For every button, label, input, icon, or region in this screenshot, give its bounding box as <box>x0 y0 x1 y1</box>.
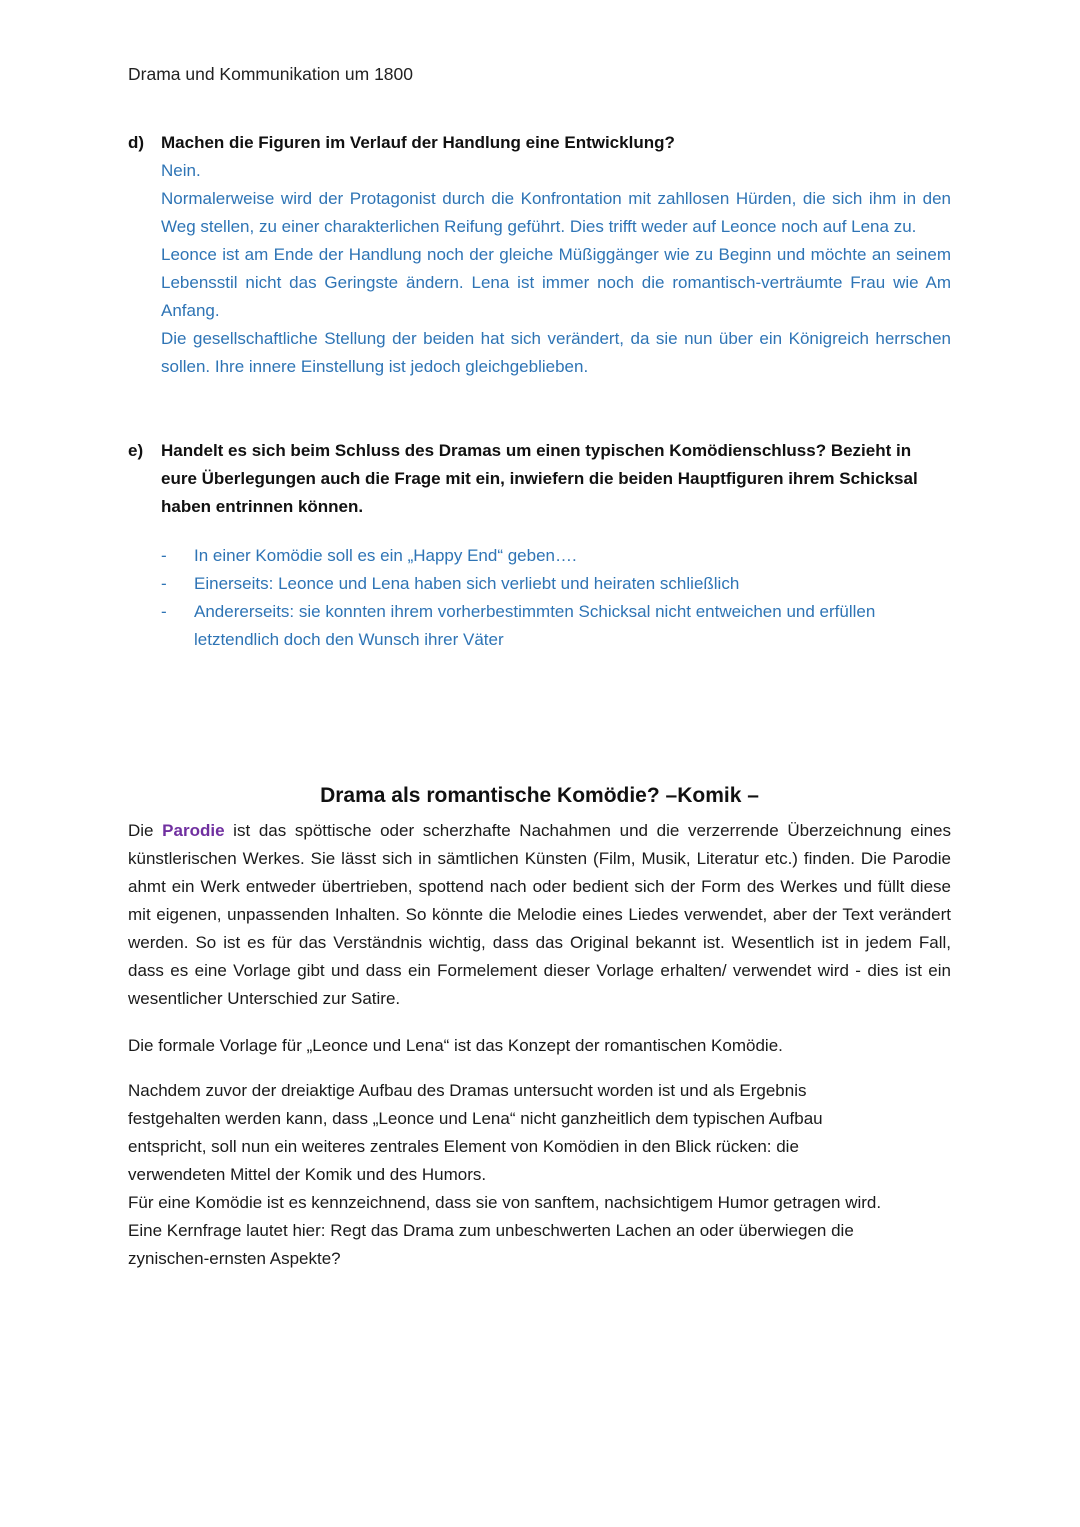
nachdem-line: verwendeten Mittel der Komik und des Humors. <box>128 1165 487 1184</box>
question-d-section <box>128 129 951 381</box>
answer-d-paragraph: Normalerweise wird der Protagonist durch die Konfrontation mit zahllosen Hürden, die sich ihm in den Weg stellen, zu einer charakterlichen Reifung geführt. Dies trifft weder auf Leonce noch auf Lena zu. <box>161 189 951 236</box>
vorlage-paragraph <box>128 1032 951 1060</box>
list-item-text: Einerseits: Leonce und Lena haben sich verliebt und heiraten schließlich <box>194 574 740 593</box>
nachdem-line: Eine Kernfrage lautet hier: Regt das Drama zum unbeschwerten Lachen an oder überwiegen die <box>128 1221 854 1240</box>
parodie-paragraph <box>128 817 951 1013</box>
bullet-dash: - <box>161 574 167 593</box>
parodie-text <box>128 817 951 1013</box>
parodie-prefix: Die <box>128 821 163 840</box>
answer-d <box>161 157 951 381</box>
answer-d-line: Nein. <box>161 161 201 180</box>
list-item <box>161 570 951 598</box>
question-e-text: Handelt es sich beim Schluss des Dramas um einen typischen Komödienschluss? Bezieht in eure Überlegungen auch die Frage mit ein, inwiefern die beiden Hauptfiguren ihrem Schicksal haben entrinnen können. <box>161 441 918 516</box>
section-heading: Drama als romantische Komödie? –Komik – <box>320 784 759 807</box>
bullet-dash: - <box>161 602 167 621</box>
answer-e-list <box>161 542 951 654</box>
question-d-text: Machen die Figuren im Verlauf der Handlung eine Entwicklung? <box>161 133 675 152</box>
list-item-text: In einer Komödie soll es ein „Happy End“ geben…. <box>194 546 577 565</box>
nachdem-line: festgehalten werden kann, dass „Leonce und Lena“ nicht ganzheitlich dem typischen Aufbau <box>128 1109 823 1128</box>
question-e-label: e) <box>128 441 144 460</box>
nachdem-line: zynischen-ernsten Aspekte? <box>128 1249 341 1268</box>
nachdem-line: Für eine Komödie ist es kennzeichnend, dass sie von sanftem, nachsichtigem Humor getragen wird. <box>128 1193 882 1212</box>
question-d <box>128 129 951 157</box>
list-item <box>161 542 951 570</box>
question-e-section <box>128 437 951 654</box>
nachdem-line: entspricht, soll nun ein weiteres zentrales Element von Komödien in den Blick rücken: die <box>128 1137 799 1156</box>
nachdem-paragraph <box>128 1077 951 1273</box>
answer-d-paragraph: Die gesellschaftliche Stellung der beiden hat sich verändert, da sie nun über ein Königreich herrschen sollen. Ihre innere Einstellung ist jedoch gleichgeblieben. <box>161 329 951 376</box>
nachdem-line: Nachdem zuvor der dreiaktige Aufbau des Dramas untersucht worden ist und als Ergebnis <box>128 1081 807 1100</box>
parodie-rest: ist das spöttische oder scherzhafte Nachahmen und die verzerrende Überzeichnung eines künstlerischen Werkes. Sie lässt sich in sämtlichen Künsten (Film, Musik, Literatur etc.) finden. Die Parodie ahmt ein Werk entweder übertrieben, spottend nach oder bedient sich der Form des Werkes und füllt diese mit eigenen, unpassenden Inhalten. So könnte die Melodie eines Liedes verwendet, aber der Text verändert werden. So ist es für das Verständnis wichtig, dass das Original bekannt ist. Wesentlich ist in jedem Fall, dass es eine Vorlage gibt und dass ein Formelement dieser Vorlage erhalten/ verwendet wird - dies ist ein wesentlicher Unterschied zur Satire. <box>128 821 952 1008</box>
question-e <box>128 437 951 521</box>
page-header: Drama und Kommunikation um 1800 <box>128 64 414 84</box>
list-item <box>161 598 951 654</box>
parodie-term: Parodie <box>162 821 225 840</box>
answer-d-paragraph: Leonce ist am Ende der Handlung noch der gleiche Müßiggänger wie zu Beginn und möchte an seinem Lebensstil nicht das Geringste ändern. Lena ist immer noch die romantisch-verträumte Frau wie Am Anfang. <box>161 245 951 320</box>
bullet-dash: - <box>161 546 167 565</box>
question-d-label: d) <box>128 133 145 152</box>
vorlage-text: Die formale Vorlage für „Leonce und Lena“ ist das Konzept der romantischen Komödie. <box>128 1036 783 1055</box>
list-item-text: Andererseits: sie konnten ihrem vorherbestimmten Schicksal nicht entweichen und erfüllen letztendlich doch den Wunsch ihrer Väter <box>194 602 876 649</box>
